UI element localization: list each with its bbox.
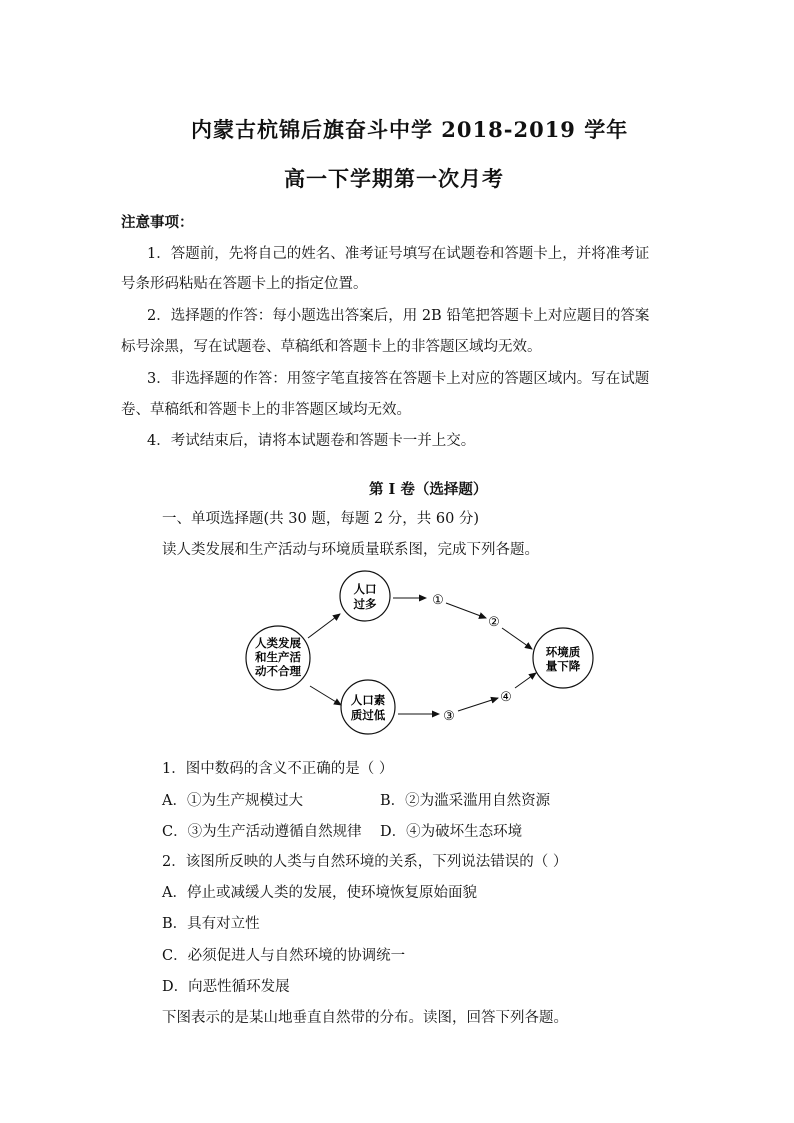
q1-option-b: B．②为滥采滥用自然资源 (380, 793, 551, 809)
q2-option-b: B．具有对立性 (162, 916, 260, 932)
q2-option-c: C．必须促进人与自然环境的协调统一 (162, 948, 406, 964)
label-n2: ② (488, 615, 500, 630)
node-right-line1: 环境质 (545, 645, 581, 659)
q1-option-a: A．①为生产规模过大 (162, 793, 303, 809)
note-1-line1: 1．答题前，先将自己的姓名、准考证号填写在试题卷和答题卡上，并将准考证 (147, 246, 650, 262)
q1-option-d: D．④为破坏生态环境 (380, 824, 523, 840)
notes-heading: 注意事项： (121, 214, 194, 231)
section-part: 一、单项选择题(共 30 题，每题 2 分，共 60 分) (162, 511, 480, 527)
node-left-line3: 动不合理 (255, 664, 301, 678)
next-intro: 下图表示的是某山地垂直自然带的分布。读图，回答下列各题。 (162, 1010, 568, 1026)
arrow-n1-n2 (446, 603, 486, 618)
label-n4: ④ (500, 690, 512, 705)
note-2-line2: 标号涂黑，写在试题卷、草稿纸和答题卡上的非答题区域均无效。 (121, 339, 542, 355)
label-n1: ① (432, 593, 444, 608)
environment-diagram (240, 568, 610, 738)
page-title-line1: 内蒙古杭锦后旗奋斗中学 2018-2019 学年 (191, 117, 629, 142)
arrow-left-top (308, 614, 340, 638)
node-bottom-line1: 人口素 (350, 693, 386, 707)
node-right-line2: 量下降 (545, 659, 581, 673)
q2-option-a: A．停止或减缓人类的发展，使环境恢复原始面貌 (162, 885, 477, 901)
node-bottom (341, 680, 395, 734)
note-3-line1: 3．非选择题的作答：用签字笔直接答在答题卡上对应的答题区域内。写在试题 (147, 371, 650, 387)
node-top-line2: 过多 (353, 597, 377, 611)
node-bottom-line2: 质过低 (350, 708, 386, 722)
arrow-n2-right (502, 628, 532, 649)
q2-option-d: D．向恶性循环发展 (162, 979, 290, 995)
q1-option-c: C．③为生产活动遵循自然规律 (162, 824, 362, 840)
note-1-line2: 号条形码粘贴在答题卡上的指定位置。 (121, 276, 368, 292)
arrow-left-bottom (310, 686, 341, 705)
node-left-line2: 和生产活 (255, 650, 301, 664)
node-top (340, 571, 390, 621)
arrow-n3-n4 (458, 698, 498, 711)
section-title: 第 I 卷（选择题） (369, 481, 488, 498)
note-2-line1: 2．选择题的作答：每小题选出答案后，用 2B 铅笔把答题卡上对应题目的答案 (147, 308, 650, 324)
node-top-line1: 人口 (353, 582, 377, 596)
q1-stem: 1．图中数码的含义不正确的是（ ） (162, 761, 394, 777)
page-title-line2: 高一下学期第一次月考 (284, 166, 504, 191)
q2-stem: 2．该图所反映的人类与自然环境的关系，下列说法错误的（ ） (162, 854, 568, 870)
label-n3: ③ (443, 709, 455, 724)
node-left-line1: 人类发展 (255, 636, 301, 650)
note-3-line2: 卷、草稿纸和答题卡上的非答题区域均无效。 (121, 402, 411, 418)
note-4: 4．考试结束后，请将本试题卷和答题卡一并上交。 (147, 433, 476, 449)
arrow-n4-right (515, 673, 536, 688)
section-intro: 读人类发展和生产活动与环境质量联系图，完成下列各题。 (162, 542, 539, 558)
